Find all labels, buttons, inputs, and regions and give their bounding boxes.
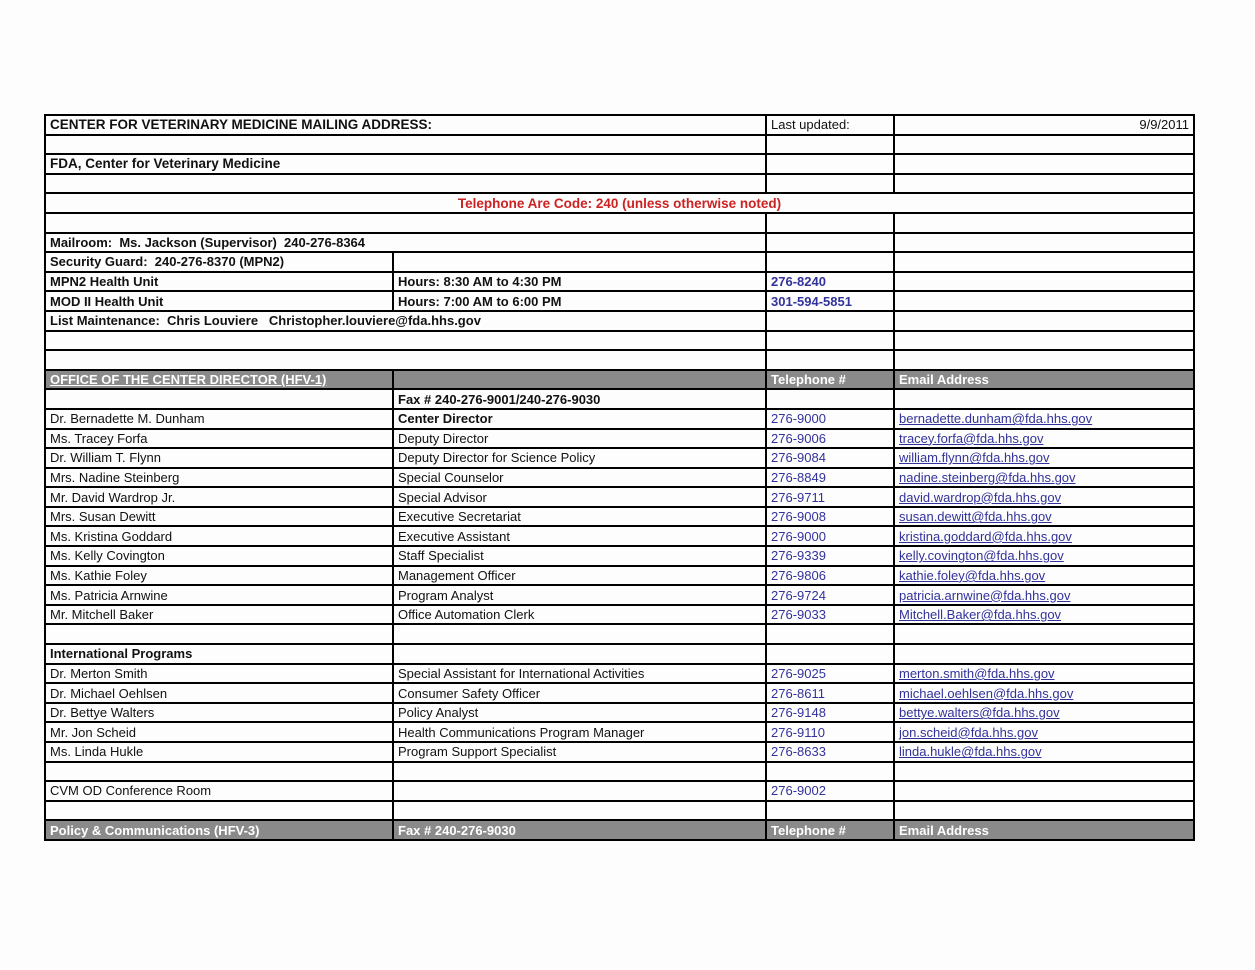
contact-phone-cell: 276-9724 (766, 585, 894, 605)
email-link[interactable]: kathie.foley@fda.hhs.gov (899, 567, 1046, 583)
empty-cell (45, 135, 766, 155)
table-row (45, 566, 1194, 586)
table-row (45, 683, 1194, 703)
contact-email-cell (894, 585, 1194, 605)
contact-phone-cell: 276-9025 (766, 664, 894, 684)
empty-cell (894, 350, 1194, 370)
empty-cell (393, 624, 766, 644)
contact-name-cell: Ms. Linda Hukle (45, 742, 393, 762)
email-link[interactable]: william.flynn@fda.hhs.gov (899, 450, 1050, 466)
contact-phone-cell: 276-9000 (766, 526, 894, 546)
empty-cell (894, 389, 1194, 409)
contact-email-cell (894, 507, 1194, 527)
empty-cell (894, 624, 1194, 644)
contact-name-cell: Dr. William T. Flynn (45, 448, 393, 468)
email-link[interactable]: michael.oehlsen@fda.hhs.gov (899, 685, 1074, 701)
empty-cell (894, 801, 1194, 821)
contact-phone-cell: 276-9008 (766, 507, 894, 527)
table-row (45, 233, 1194, 253)
contact-email-cell (894, 683, 1194, 703)
contact-name-cell: Mrs. Nadine Steinberg (45, 468, 393, 488)
org-name: FDA, Center for Veterinary Medicine (45, 154, 766, 174)
contact-title-cell: Executive Secretariat (393, 507, 766, 527)
section-title-office-director: OFFICE OF THE CENTER DIRECTOR (HFV-1) (45, 370, 393, 390)
contact-title-cell: Consumer Safety Officer (393, 683, 766, 703)
telephone-column-header: Telephone # (766, 820, 894, 840)
contact-title-cell: Staff Specialist (393, 546, 766, 566)
empty-cell (393, 801, 766, 821)
area-code-notice: Telephone Are Code: 240 (unless otherwise noted) (45, 193, 1194, 213)
contact-email-cell (894, 703, 1194, 723)
table-row (45, 468, 1194, 488)
health-unit-phone: 276-8240 (766, 272, 894, 292)
table-row (45, 135, 1194, 155)
empty-cell (766, 801, 894, 821)
contact-title-cell: Deputy Director for Science Policy (393, 448, 766, 468)
empty-cell (766, 135, 894, 155)
contact-phone-cell: 276-9339 (766, 546, 894, 566)
contact-name-cell: Mr. David Wardrop Jr. (45, 487, 393, 507)
contact-name-cell: Ms. Kathie Foley (45, 566, 393, 586)
last-updated-label: Last updated: (766, 115, 894, 135)
table-row (45, 742, 1194, 762)
contact-email-cell (894, 546, 1194, 566)
contact-title-cell: Deputy Director (393, 429, 766, 449)
contact-email-cell (894, 722, 1194, 742)
empty-cell (766, 233, 894, 253)
section-title-policy-communications: Policy & Communications (HFV-3) (45, 820, 393, 840)
empty-cell (894, 762, 1194, 782)
table-row (45, 703, 1194, 723)
contact-phone-cell: 276-9110 (766, 722, 894, 742)
contact-email-cell (894, 742, 1194, 762)
empty-cell (45, 762, 393, 782)
email-link[interactable]: jon.scheid@fda.hhs.gov (899, 724, 1038, 740)
table-row (45, 762, 1194, 782)
contact-name-cell: Dr. Bernadette M. Dunham (45, 409, 393, 429)
table-row (45, 487, 1194, 507)
contact-email-cell (894, 429, 1194, 449)
empty-cell (894, 154, 1194, 174)
contact-title-cell: Special Advisor (393, 487, 766, 507)
empty-cell (894, 291, 1194, 311)
contact-name-cell: Dr. Merton Smith (45, 664, 393, 684)
email-link[interactable]: bettye.walters@fda.hhs.gov (899, 705, 1060, 721)
contact-title-cell: Management Officer (393, 566, 766, 586)
table-row (45, 409, 1194, 429)
fax-number: Fax # 240-276-9001/240-276-9030 (393, 389, 766, 409)
table-row (45, 801, 1194, 821)
table-row (45, 389, 1194, 409)
contact-name-cell: Dr. Bettye Walters (45, 703, 393, 723)
table-row (45, 272, 1194, 292)
empty-cell (45, 331, 766, 351)
table-row (45, 585, 1194, 605)
contact-title-cell: Office Automation Clerk (393, 605, 766, 625)
subsection-title-international-programs: International Programs (45, 644, 393, 664)
contact-phone-cell: 276-9806 (766, 566, 894, 586)
last-updated-date: 9/9/2011 (894, 115, 1194, 135)
contact-email-cell (894, 605, 1194, 625)
empty-cell (393, 781, 766, 801)
contact-phone-cell: 276-9711 (766, 487, 894, 507)
empty-cell (45, 389, 393, 409)
contact-name-cell: Ms. Patricia Arnwine (45, 585, 393, 605)
empty-cell (766, 331, 894, 351)
table-row (45, 664, 1194, 684)
empty-cell (45, 350, 766, 370)
empty-cell (894, 644, 1194, 664)
email-link[interactable]: susan.dewitt@fda.hhs.gov (899, 509, 1052, 525)
table-row (45, 311, 1194, 331)
table-row (45, 781, 1194, 801)
health-unit-phone: 301-594-5851 (766, 291, 894, 311)
fax-number: Fax # 240-276-9030 (393, 820, 766, 840)
table-row (45, 546, 1194, 566)
empty-cell (894, 213, 1194, 233)
empty-cell (766, 624, 894, 644)
contact-email-cell (894, 409, 1194, 429)
empty-cell (766, 350, 894, 370)
contact-phone-cell: 276-8849 (766, 468, 894, 488)
table-row (45, 644, 1194, 664)
empty-cell (393, 370, 766, 390)
empty-cell (894, 252, 1194, 272)
empty-cell (393, 644, 766, 664)
table-row (45, 252, 1194, 272)
empty-cell (766, 213, 894, 233)
empty-cell (766, 174, 894, 194)
section-header-row (45, 820, 1194, 840)
contact-phone-cell: 276-8633 (766, 742, 894, 762)
table-row (45, 448, 1194, 468)
contact-title-cell: Special Assistant for International Activities (393, 664, 766, 684)
contact-name-cell: Mr. Jon Scheid (45, 722, 393, 742)
health-unit-name: MPN2 Health Unit (45, 272, 393, 292)
contact-title-cell: Executive Assistant (393, 526, 766, 546)
contact-table (44, 114, 1195, 841)
conference-room-phone: 276-9002 (766, 781, 894, 801)
empty-cell (393, 252, 766, 272)
contact-email-cell (894, 526, 1194, 546)
contact-phone-cell: 276-9084 (766, 448, 894, 468)
table-row (45, 526, 1194, 546)
empty-cell (766, 762, 894, 782)
email-link[interactable]: david.wardrop@fda.hhs.gov (899, 489, 1062, 505)
contact-phone-cell: 276-9006 (766, 429, 894, 449)
contact-title-cell: Policy Analyst (393, 703, 766, 723)
table-row (45, 507, 1194, 527)
empty-cell (45, 801, 393, 821)
empty-cell (766, 389, 894, 409)
email-column-header: Email Address (894, 370, 1194, 390)
empty-cell (393, 762, 766, 782)
conference-room-name: CVM OD Conference Room (45, 781, 393, 801)
email-link[interactable]: kelly.covington@fda.hhs.gov (899, 548, 1064, 564)
empty-cell (894, 135, 1194, 155)
table-row (45, 722, 1194, 742)
contact-name-cell: Ms. Kristina Goddard (45, 526, 393, 546)
contact-title-cell: Center Director (393, 409, 766, 429)
health-unit-hours: Hours: 7:00 AM to 6:00 PM (393, 291, 766, 311)
table-row (45, 624, 1194, 644)
contact-title-cell: Special Counselor (393, 468, 766, 488)
table-row (45, 154, 1194, 174)
spreadsheet-page (44, 114, 1193, 841)
contact-name-cell: Ms. Tracey Forfa (45, 429, 393, 449)
contact-name-cell: Mrs. Susan Dewitt (45, 507, 393, 527)
table-row (45, 605, 1194, 625)
contact-email-cell (894, 566, 1194, 586)
email-column-header: Email Address (894, 820, 1194, 840)
contact-title-cell: Program Support Specialist (393, 742, 766, 762)
table-row (45, 193, 1194, 213)
health-unit-name: MOD II Health Unit (45, 291, 393, 311)
empty-cell (894, 331, 1194, 351)
contact-email-cell (894, 664, 1194, 684)
email-link[interactable]: linda.hukle@fda.hhs.gov (899, 744, 1042, 760)
table-row (45, 174, 1194, 194)
mailroom-info: Mailroom: Ms. Jackson (Supervisor) 240-276-8364 (45, 233, 766, 253)
empty-cell (45, 174, 766, 194)
email-link[interactable]: patricia.arnwine@fda.hhs.gov (899, 587, 1071, 603)
contact-phone-cell: 276-8611 (766, 683, 894, 703)
contact-email-cell (894, 487, 1194, 507)
contact-phone-cell: 276-9000 (766, 409, 894, 429)
email-link[interactable]: Mitchell.Baker@fda.hhs.gov (899, 607, 1062, 623)
empty-cell (766, 154, 894, 174)
table-row (45, 213, 1194, 233)
contact-name-cell: Ms. Kelly Covington (45, 546, 393, 566)
email-link[interactable]: tracey.forfa@fda.hhs.gov (899, 430, 1044, 446)
security-guard-info: Security Guard: 240-276-8370 (MPN2) (45, 252, 393, 272)
empty-cell (894, 233, 1194, 253)
contact-name-cell: Mr. Mitchell Baker (45, 605, 393, 625)
table-row (45, 350, 1194, 370)
table-row (45, 429, 1194, 449)
section-header-row (45, 370, 1194, 390)
empty-cell (766, 644, 894, 664)
contact-phone-cell: 276-9148 (766, 703, 894, 723)
email-link[interactable]: kristina.goddard@fda.hhs.gov (899, 528, 1072, 544)
empty-cell (894, 272, 1194, 292)
empty-cell (894, 311, 1194, 331)
page-title: CENTER FOR VETERINARY MEDICINE MAILING ADDRESS: (45, 115, 766, 135)
empty-cell (894, 781, 1194, 801)
email-link[interactable]: nadine.steinberg@fda.hhs.gov (899, 469, 1076, 485)
health-unit-hours: Hours: 8:30 AM to 4:30 PM (393, 272, 766, 292)
contact-title-cell: Health Communications Program Manager (393, 722, 766, 742)
contact-name-cell: Dr. Michael Oehlsen (45, 683, 393, 703)
email-link[interactable]: merton.smith@fda.hhs.gov (899, 665, 1055, 681)
table-row (45, 291, 1194, 311)
table-row (45, 115, 1194, 135)
contact-title-cell: Program Analyst (393, 585, 766, 605)
list-maintenance-info: List Maintenance: Chris Louviere Christopher.louviere@fda.hhs.gov (45, 311, 766, 331)
empty-cell (45, 213, 766, 233)
telephone-column-header: Telephone # (766, 370, 894, 390)
empty-cell (766, 252, 894, 272)
empty-cell (894, 174, 1194, 194)
email-link[interactable]: bernadette.dunham@fda.hhs.gov (899, 411, 1093, 427)
contact-email-cell (894, 448, 1194, 468)
empty-cell (766, 311, 894, 331)
contact-phone-cell: 276-9033 (766, 605, 894, 625)
table-row (45, 331, 1194, 351)
contact-email-cell (894, 468, 1194, 488)
empty-cell (45, 624, 393, 644)
